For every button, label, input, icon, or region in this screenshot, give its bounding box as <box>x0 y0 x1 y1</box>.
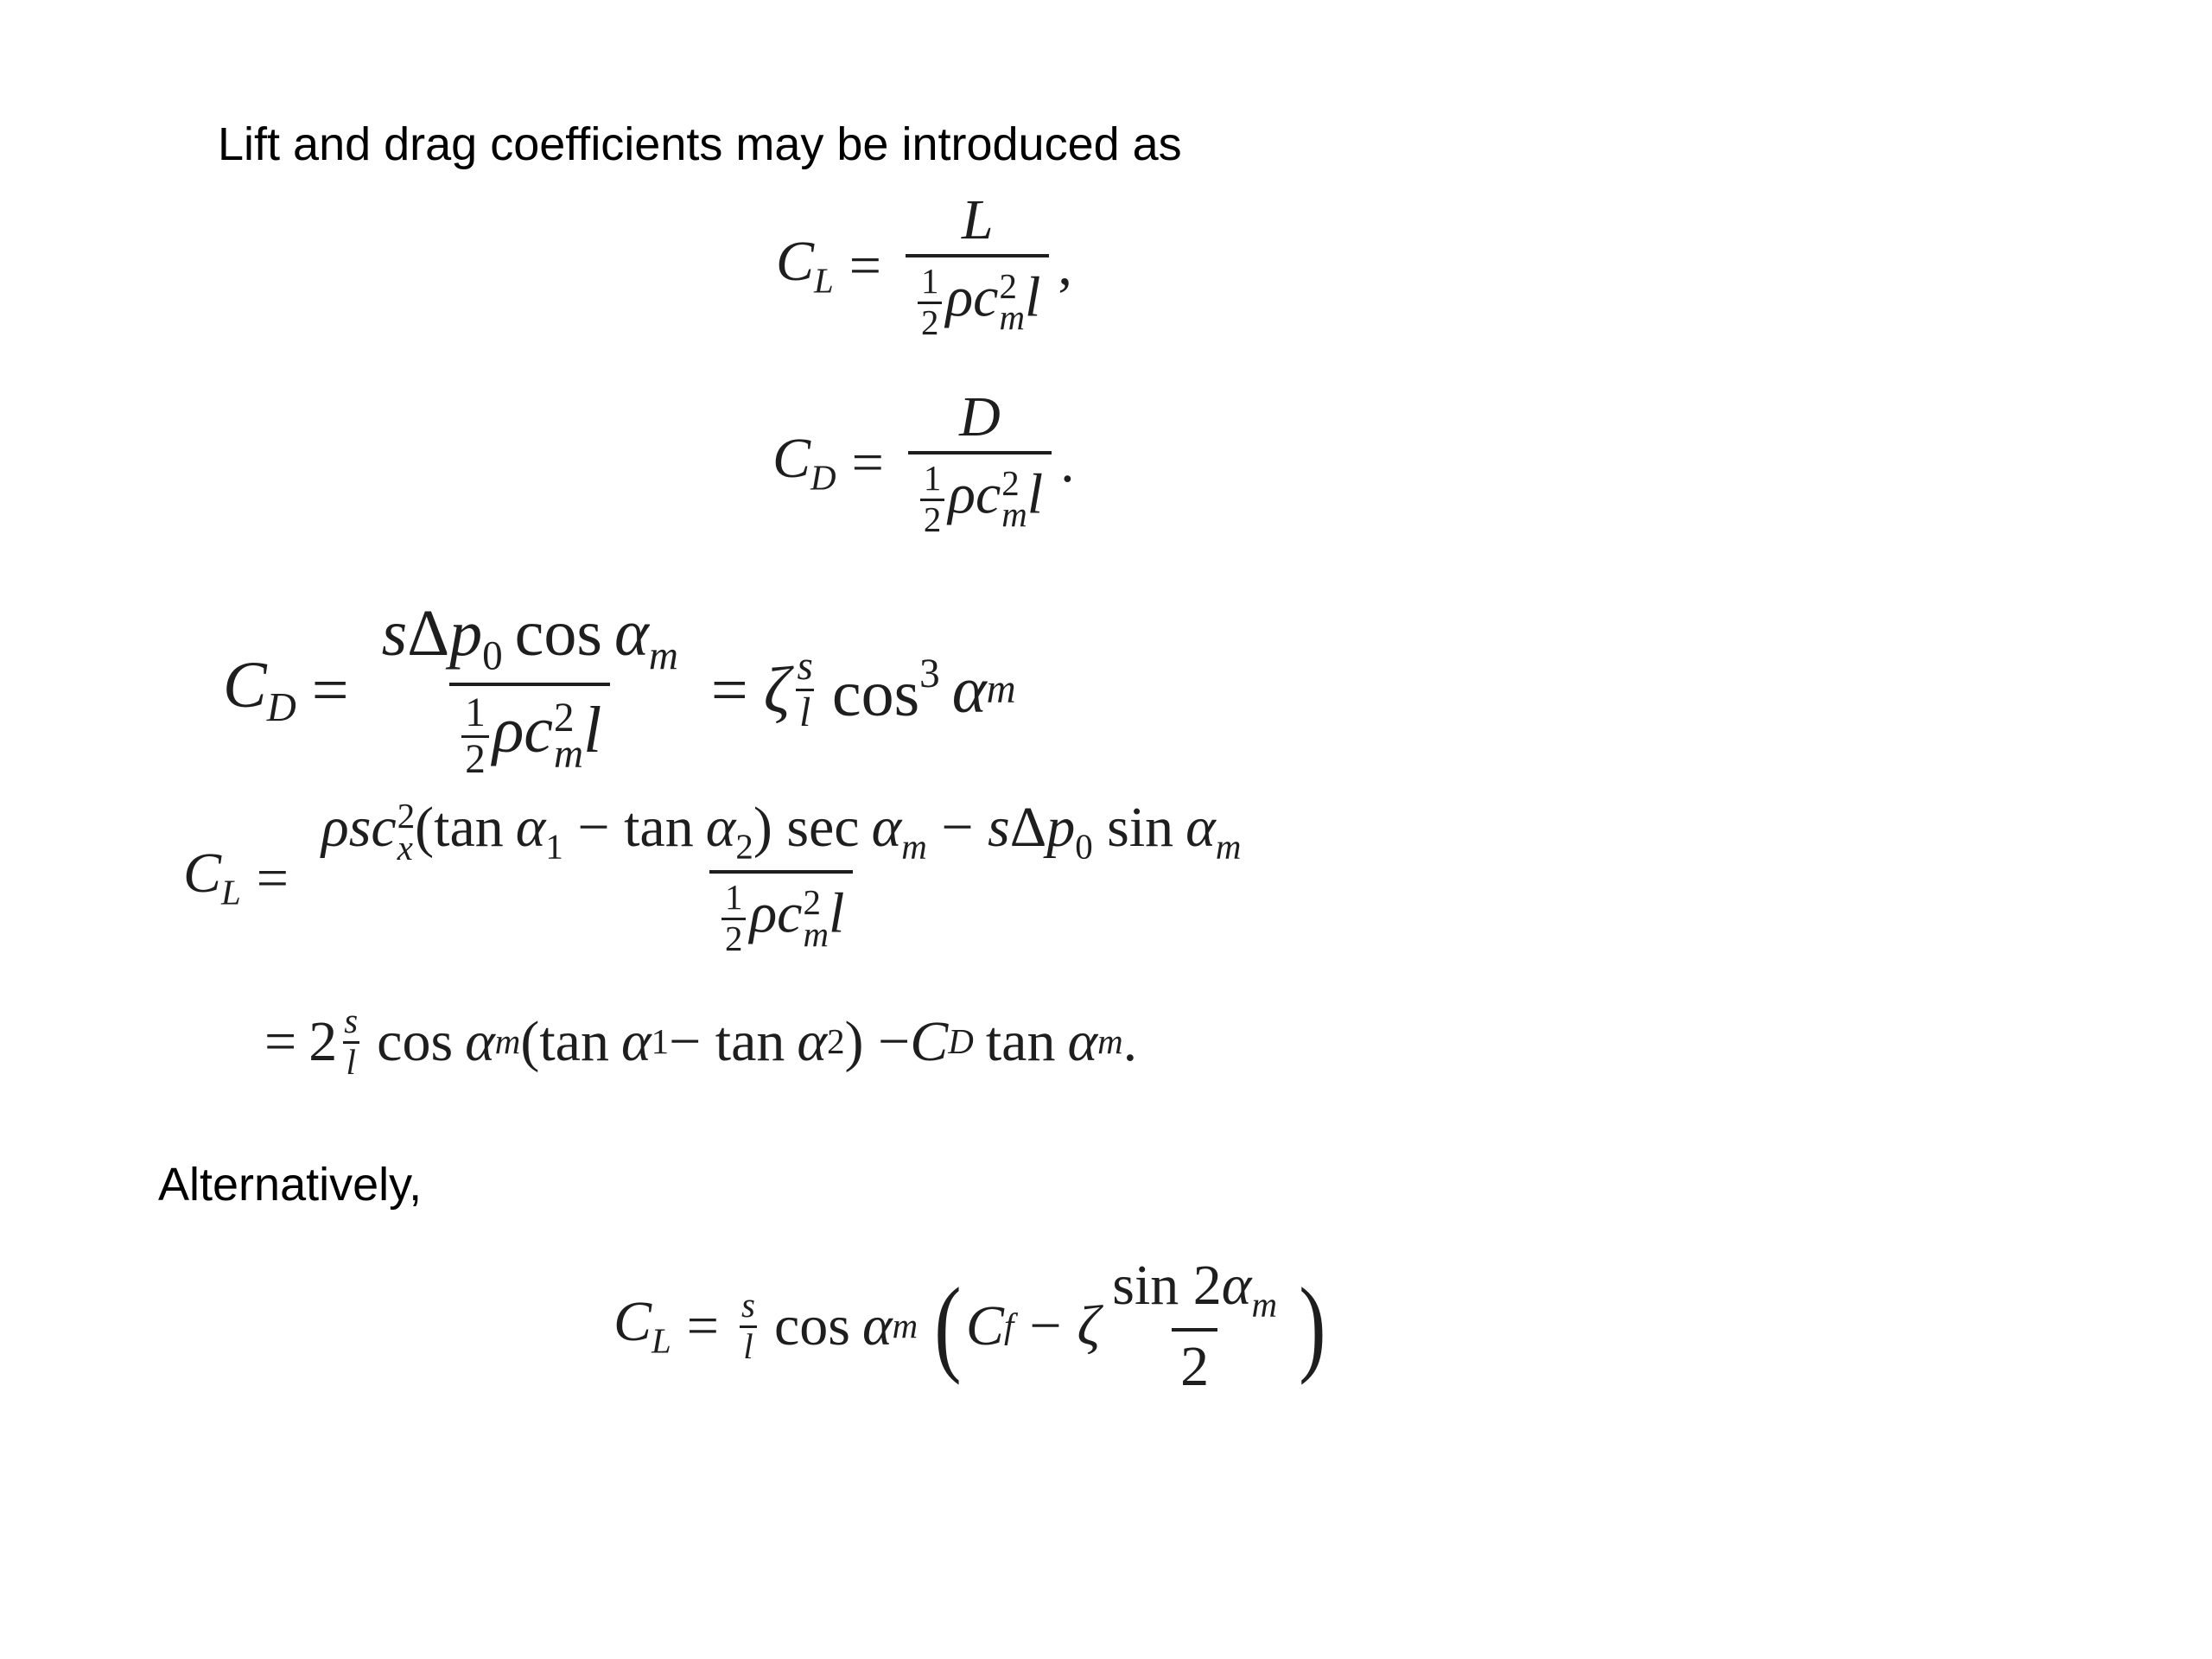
equation-cl-expression-line2: = 2 $\frac{s}{l}$ cos α m (tan α 1 − tan α 2 ) − C D tan α m . <box>264 1001 1138 1082</box>
equation-cl-alternative: $C_L$ = $\frac{s}{l}$ cos α m ( C f − ζ $\frac{\sin 2\alpha_m}{2}$ ) <box>613 1254 1326 1399</box>
intro-text: Lift and drag coefficients may be introduced as <box>218 118 1182 170</box>
equation-cl-expression-line1: $C_L$ = ρsc 2 x (tan $\alpha_1 - \tan \alpha_2$) $\sec \alpha_m - s\Delta p_0$ $\sin \alpha_m$ $\frac{1}{2}$ ρc 2 m l <box>183 796 1242 959</box>
equation-cd-expression: $C_D$ = sΔp$_0$ $\cos \alpha_m$ $\frac{1}{2}$ ρc 2 m l = ζ $\frac{s}{l}$ $\cos^3$ α m <box>223 597 1016 782</box>
equation-cl-definition: $C_L$ = L $\frac{1}{2}$ ρc 2 m l , <box>776 188 1072 342</box>
equation-cd-definition: $C_D$ = D $\frac{1}{2}$ ρc 2 m l . <box>772 385 1075 539</box>
alternatively-text: Alternatively, <box>158 1159 423 1211</box>
